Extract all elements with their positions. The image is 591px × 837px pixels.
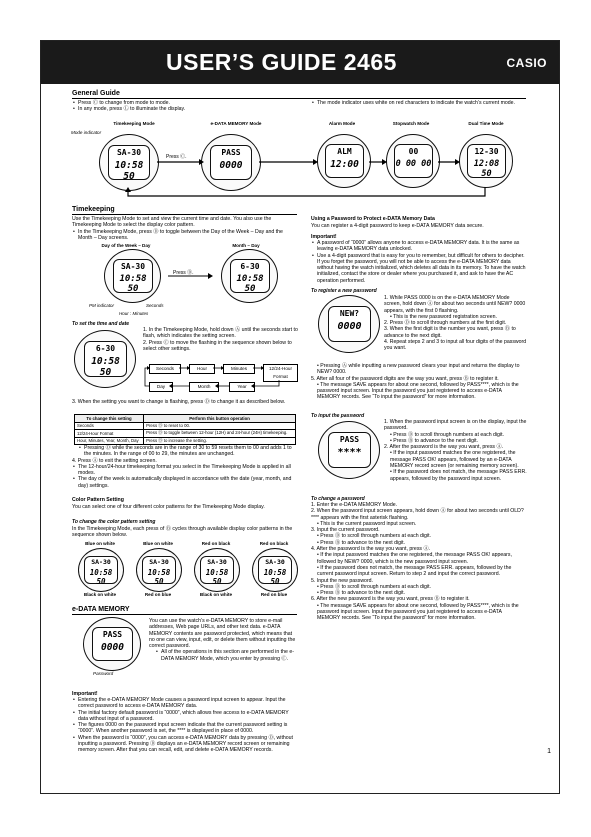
change-step: 1. Enter the e-DATA MEMORY Mode. — [311, 502, 398, 508]
color-sub-text: In the Timekeeping Mode, each press of Ⓑ cycles through available display color patterns in the sequence shown below. — [72, 526, 293, 539]
lcd-main: **** — [337, 447, 362, 458]
mode-indicator-label: Mode indicator — [71, 130, 102, 135]
watch-edata-password — [83, 617, 141, 671]
lcd-main: 10:58 50 — [119, 274, 147, 294]
watch-month-day — [221, 249, 278, 303]
watch-face — [142, 556, 176, 584]
change-step: 2. When the password input screen appears, hold down Ⓐ for about two seconds until OLD? **** appears with the first asterisk flashing. — [311, 508, 524, 521]
page-number: 1 — [547, 748, 551, 755]
lcd-main: 10:58 50 — [147, 568, 171, 586]
password-important-2: • Use a 4-digit password that is easy for you to remember, but difficult for others to decipher. If you forget the password, you will not be able to access the e-DATA MEMORY data without having the watch initialized, which deletes all data in its memory. To have the watch initialized, contact the store or dealer where you purchased it, and ask to have the AC operation performed. — [317, 253, 526, 284]
input-step: • If the password does not match, the message PASS ERR. appears, followed by the password input screen. — [390, 469, 527, 482]
lcd-main: 10:58 50 — [263, 568, 287, 586]
lcd-main: 10:58 50 — [205, 568, 229, 586]
change-step: 6. After the new password is the way you want, press Ⓑ to register it. — [311, 596, 470, 603]
change-step: 4. After the password is the way you want, press Ⓐ. — [311, 546, 431, 553]
color-heading: Color Pattern Setting — [72, 497, 124, 503]
timekeeping-heading: Timekeeping — [72, 206, 115, 213]
lcd-top: SA-30 — [149, 558, 169, 566]
edata-important-list — [72, 697, 298, 754]
password-label: Password — [93, 671, 114, 676]
lcd-main: 12:08 50 — [473, 159, 500, 179]
set-step-3: 3. When the setting you want to change is flashing, press Ⓓ to change it as described below. — [72, 399, 286, 405]
table-header: To change this setting — [75, 415, 144, 423]
watch-color-2 — [136, 548, 182, 592]
color-label-top: Red on black — [259, 541, 289, 546]
set-notes — [72, 445, 298, 489]
edata-important-2: • The initial factory default password is “0000”, which allows free access to e-DATA MEMORY data without input of a password. — [78, 710, 298, 723]
color-label-top: Blue on white — [85, 541, 115, 546]
flow-day: Day — [149, 382, 173, 392]
change-step: • If the input password matches the one registered, the message PASS OK! appears, followed by NEW? 0000, which is the new password input screen. — [317, 552, 512, 565]
table-cell: Press Ⓓ to toggle between 12-hour (12H) and 24-hour (24H) timekeeping. — [144, 430, 296, 438]
watch-face — [84, 556, 118, 584]
input-step: • If the input password matches the one registered, the message PASS OK! appears, followed by an e-DATA MEMORY record screen (or remaining memory screen). — [390, 450, 519, 470]
lcd-main: 10:58 50 — [89, 568, 113, 586]
color-label-bottom: Red on blue — [260, 592, 288, 597]
register-after-3: • The message SAVE appears for about one second, followed by PASS****, which is the password input screen. Input the password you just registered to access e-DATA MEMORY records. See “To input the password” for more information. — [317, 381, 519, 401]
general-bullet-2: • In any mode, press Ⓛ to illuminate the display. — [78, 106, 302, 112]
hour-minutes-label: Hour : Minutes — [119, 311, 149, 316]
register-step: • This is the new password registration screen. — [390, 313, 497, 320]
mode-label-alarm: Alarm Mode — [328, 121, 356, 126]
lcd-main: 12:00 — [330, 159, 359, 170]
edata-text — [149, 618, 299, 662]
set-steps — [143, 327, 298, 352]
register-step: 2. Press Ⓓ to scroll through numbers at the first digit. — [384, 320, 507, 327]
watch-face — [230, 259, 270, 293]
watch-color-4 — [252, 548, 298, 592]
press-c-label: Press Ⓒ. — [166, 154, 187, 160]
flow-minutes: Minutes — [223, 364, 255, 374]
lcd-top: PASS — [102, 630, 123, 639]
day-note: • The day of the week is automatically displayed in accordance with the date (year, month, and day) settings. — [78, 476, 298, 489]
mode-flow-arrows — [41, 41, 559, 211]
lcd-main: 0 00 00 — [395, 159, 432, 169]
change-step: • Press Ⓑ to advance to the next digit. — [317, 539, 406, 546]
table-row — [75, 422, 296, 430]
edata-important-4: • When the password is “0000”, you can access e-DATA MEMORY data by pressing Ⓓ, without inputting a password. Pressing Ⓓ displays an e-DATA MEMORY record screen or remaining memory screen. After that you can recall, edit, and delete e-DATA MEMORY records. — [78, 735, 298, 754]
lcd-top: SA-30 — [265, 558, 285, 566]
change-step: • Press Ⓓ to scroll through numbers at each digit. — [317, 533, 431, 540]
watch-face — [84, 341, 127, 377]
password-important: Important! — [311, 234, 337, 240]
table-row — [75, 430, 296, 438]
color-sub-heading: To change the color pattern setting — [72, 519, 156, 525]
register-steps — [384, 295, 527, 352]
flow-1224: 12/24-Hour Format — [263, 364, 298, 382]
mode-label-stopwatch: Stopwatch Mode — [392, 121, 430, 126]
lcd-main: 0000 — [219, 160, 243, 171]
lcd-top: PASS — [221, 148, 241, 157]
flow-month: Month — [189, 382, 219, 392]
casio-logo: CASIO — [506, 56, 547, 70]
change-step: • Press Ⓑ to advance to the next digit. — [317, 590, 406, 597]
page-title: USER’S GUIDE 2465 — [166, 49, 397, 75]
watch-face — [328, 306, 371, 342]
seconds-note: • Pressing Ⓓ while the seconds are in the range of 30 to 59 resets them to 00 and adds 1 to the minutes. In the range of 00 to 29, the minutes are unchanged. — [84, 445, 298, 458]
table-cell: Seconds — [75, 422, 144, 430]
timekeeping-intro — [72, 216, 298, 241]
md-label: Month – Day — [232, 243, 260, 248]
watch-new-password — [318, 295, 380, 353]
dow-label: Day of the Week – Day — [101, 243, 151, 248]
table-cell: Hour, Minutes, Year, Month, Day — [75, 437, 144, 445]
edata-bullet: • All of the operations in this section are performed in the e-DATA MEMORY Mode, which you enter by pressing Ⓒ. — [161, 649, 299, 662]
color-label-bottom: Black on white — [199, 592, 233, 597]
color-label-bottom: Red on blue — [144, 592, 172, 597]
seconds-label: Seconds — [146, 303, 164, 308]
lcd-top: 6-30 — [240, 262, 260, 271]
lcd-main: 10:58 50 — [114, 160, 144, 182]
flow-hour: Hour — [189, 364, 215, 374]
flow-year: Year — [229, 382, 255, 392]
watch-color-3 — [194, 548, 240, 592]
press-d-arrow — [166, 271, 216, 281]
lcd-top: 00 — [408, 147, 419, 156]
input-steps — [384, 419, 527, 482]
watch-face — [328, 432, 371, 468]
table-header: Perform this button operation — [144, 415, 296, 423]
color-label-bottom: Black on white — [83, 592, 117, 597]
lcd-top: ALM — [337, 147, 352, 156]
lcd-main: 10:58 50 — [236, 274, 264, 294]
mode-label-timekeeping: Timekeeping Mode — [113, 121, 155, 126]
edata-important-3: • The figures 0000 on the password input screen indicate that the current password setting is “0000”. When another password is set, the **** is displayed in place of 0000. — [78, 722, 298, 735]
press-d-label: Press Ⓓ. — [173, 270, 194, 276]
edata-description: You can use the watch’s e-DATA MEMORY to store e-mail addresses, Web page URLs, and other text data. e-DATA MEMORY contents are password protected, which means that no one can view, input, edit, or delete them without inputting the correct password. — [149, 618, 296, 650]
lcd-top: SA-30 — [120, 262, 146, 271]
set-time-heading: To set the time and date — [72, 321, 130, 327]
change-step: 5. Input the new password. — [311, 577, 373, 584]
input-heading: To input the password — [311, 413, 365, 419]
password-important-1: • A password of “0000” allows anyone to access e-DATA MEMORY data. It is the same as leaving e-DATA MEMORY data unlocked. — [317, 240, 526, 253]
change-step: • This is the current password input screen. — [317, 520, 417, 527]
color-pattern-row — [74, 541, 299, 601]
general-guide-heading: General Guide — [72, 90, 120, 97]
change-step: • If the password does not match, the message PASS ERR. appears, followed by the current password input screen. Return to step 2 and input the correct password. — [317, 564, 512, 578]
edata-important: Important! — [72, 691, 98, 697]
register-after-2: 5. After all four of the password digits are the way you want, press Ⓑ to register it. — [311, 375, 499, 382]
pm-indicator-label: PM indicator — [89, 303, 115, 308]
color-label-top: Blue on white — [143, 541, 173, 546]
general-bullet-1: • Press Ⓒ to change from mode to mode. — [78, 100, 302, 106]
password-important-list — [311, 240, 526, 284]
register-step: 4. Repeat steps 2 and 3 to input all four digits of the password you want. — [384, 339, 527, 352]
register-heading: To register a new password — [311, 288, 377, 294]
lcd-main: 0000 — [101, 642, 124, 653]
table-cell: Press Ⓓ to reset to 00. — [144, 422, 296, 430]
watch-face — [258, 556, 292, 584]
flow-seconds: Seconds — [149, 364, 181, 374]
watch-face — [92, 627, 133, 661]
register-step: 3. When the first digit is the number you want, press Ⓑ to advance to the next digit. — [384, 326, 516, 339]
mode-indicator-note: • The mode indicator uses white on red characters to indicate the watch’s current mode. — [317, 100, 526, 106]
timekeeping-rule — [72, 214, 297, 215]
change-steps — [311, 502, 526, 622]
setting-table — [74, 414, 296, 445]
set-step-4: 4. Press Ⓐ to exit the setting screen. — [72, 457, 157, 464]
password-intro: You can register a 4-digit password to keep e-DATA MEMORY data secure. — [311, 223, 484, 229]
lcd-top: SA-30 — [207, 558, 227, 566]
change-step: • Press Ⓓ to scroll through numbers at each digit. — [317, 583, 431, 590]
edata-rule — [72, 614, 297, 615]
watch-setting — [74, 330, 136, 388]
input-step: • Press Ⓑ to advance to the next digit. — [390, 437, 479, 444]
lcd-main: 0000 — [337, 321, 362, 332]
lcd-top: SA-30 — [91, 558, 111, 566]
lcd-top: PASS — [339, 435, 360, 444]
input-step: 1. When the password input screen is on the display, input the password. — [384, 419, 527, 432]
timekeeping-intro-text: Use the Timekeeping Mode to set and view the current time and date. You also use the Timekeeping Mode to select the display color pattern. — [72, 216, 272, 229]
table-cell: 12/24-Hour Format — [75, 430, 144, 438]
edata-heading: e-DATA MEMORY — [72, 606, 130, 613]
watch-face — [113, 259, 153, 293]
color-text: You can select one of four different color patterns for the Timekeeping Mode display. — [72, 504, 265, 510]
register-step: 1. While PASS 0000 is on the e-DATA MEMORY Mode screen, hold down Ⓐ for about two seconds until NEW? 0000 appears, with the first 0 flashing. — [384, 295, 526, 314]
table-row — [75, 437, 296, 445]
mode-label-dualtime: Dual Time Mode — [468, 121, 504, 126]
change-heading: To change a password — [311, 496, 365, 502]
manual-page — [40, 40, 560, 794]
timekeeping-intro-bullet: • In the Timekeeping Mode, press Ⓓ to toggle between the Day of the Week – Day and the Month – Day screens. — [78, 229, 298, 242]
lcd-main: 10:58 50 — [91, 356, 120, 378]
lcd-top: SA-30 — [116, 148, 142, 157]
register-after-1: • Pressing Ⓐ while inputting a new password clears your input and returns the display to NEW? 0000. — [317, 363, 520, 376]
flow-arrows — [141, 361, 301, 396]
set-step-1: 1. In the Timekeeping Mode, hold down Ⓐ until the seconds start to flash, which indicates the setting screen. — [143, 327, 298, 340]
lcd-top: NEW? — [339, 309, 360, 318]
watch-face — [200, 556, 234, 584]
password-heading: Using a Password to Protect e-DATA Memory Data — [311, 216, 435, 222]
edata-important-1: • Entering the e-DATA MEMORY Mode causes a password input screen to appear. Input the correct password to access e-DATA MEMORY data. — [78, 697, 298, 710]
watch-input-password — [318, 421, 380, 479]
register-after — [311, 363, 526, 401]
input-step: 2. After the password is the way you want, press Ⓐ. — [384, 444, 504, 451]
set-step-2: 2. Press Ⓒ to move the flashing in the sequence shown below to select other settings. — [143, 339, 292, 352]
input-step: • Press Ⓓ to scroll through numbers at each digit. — [390, 431, 504, 438]
change-step: 3. Input the current password. — [311, 527, 380, 534]
change-step: • The message SAVE appears for about one second, followed by PASS****, which is the password input screen. Input the password you just registered to access e-DATA MEMORY records. See “To input the password” for more information. — [317, 602, 519, 622]
mode-label-edata: e-DATA MEMORY Mode — [210, 121, 262, 126]
lcd-top: 12-30 — [474, 147, 499, 156]
watch-color-1 — [78, 548, 124, 592]
watch-dow — [104, 249, 161, 303]
color-label-top: Red on black — [201, 541, 231, 546]
format-note: • The 12-hour/24-hour timekeeping format you select in the Timekeeping Mode is applied in all modes. — [78, 464, 298, 477]
table-cell: Press Ⓓ to increase the setting. — [144, 437, 296, 445]
lcd-top: 6-30 — [95, 344, 116, 353]
